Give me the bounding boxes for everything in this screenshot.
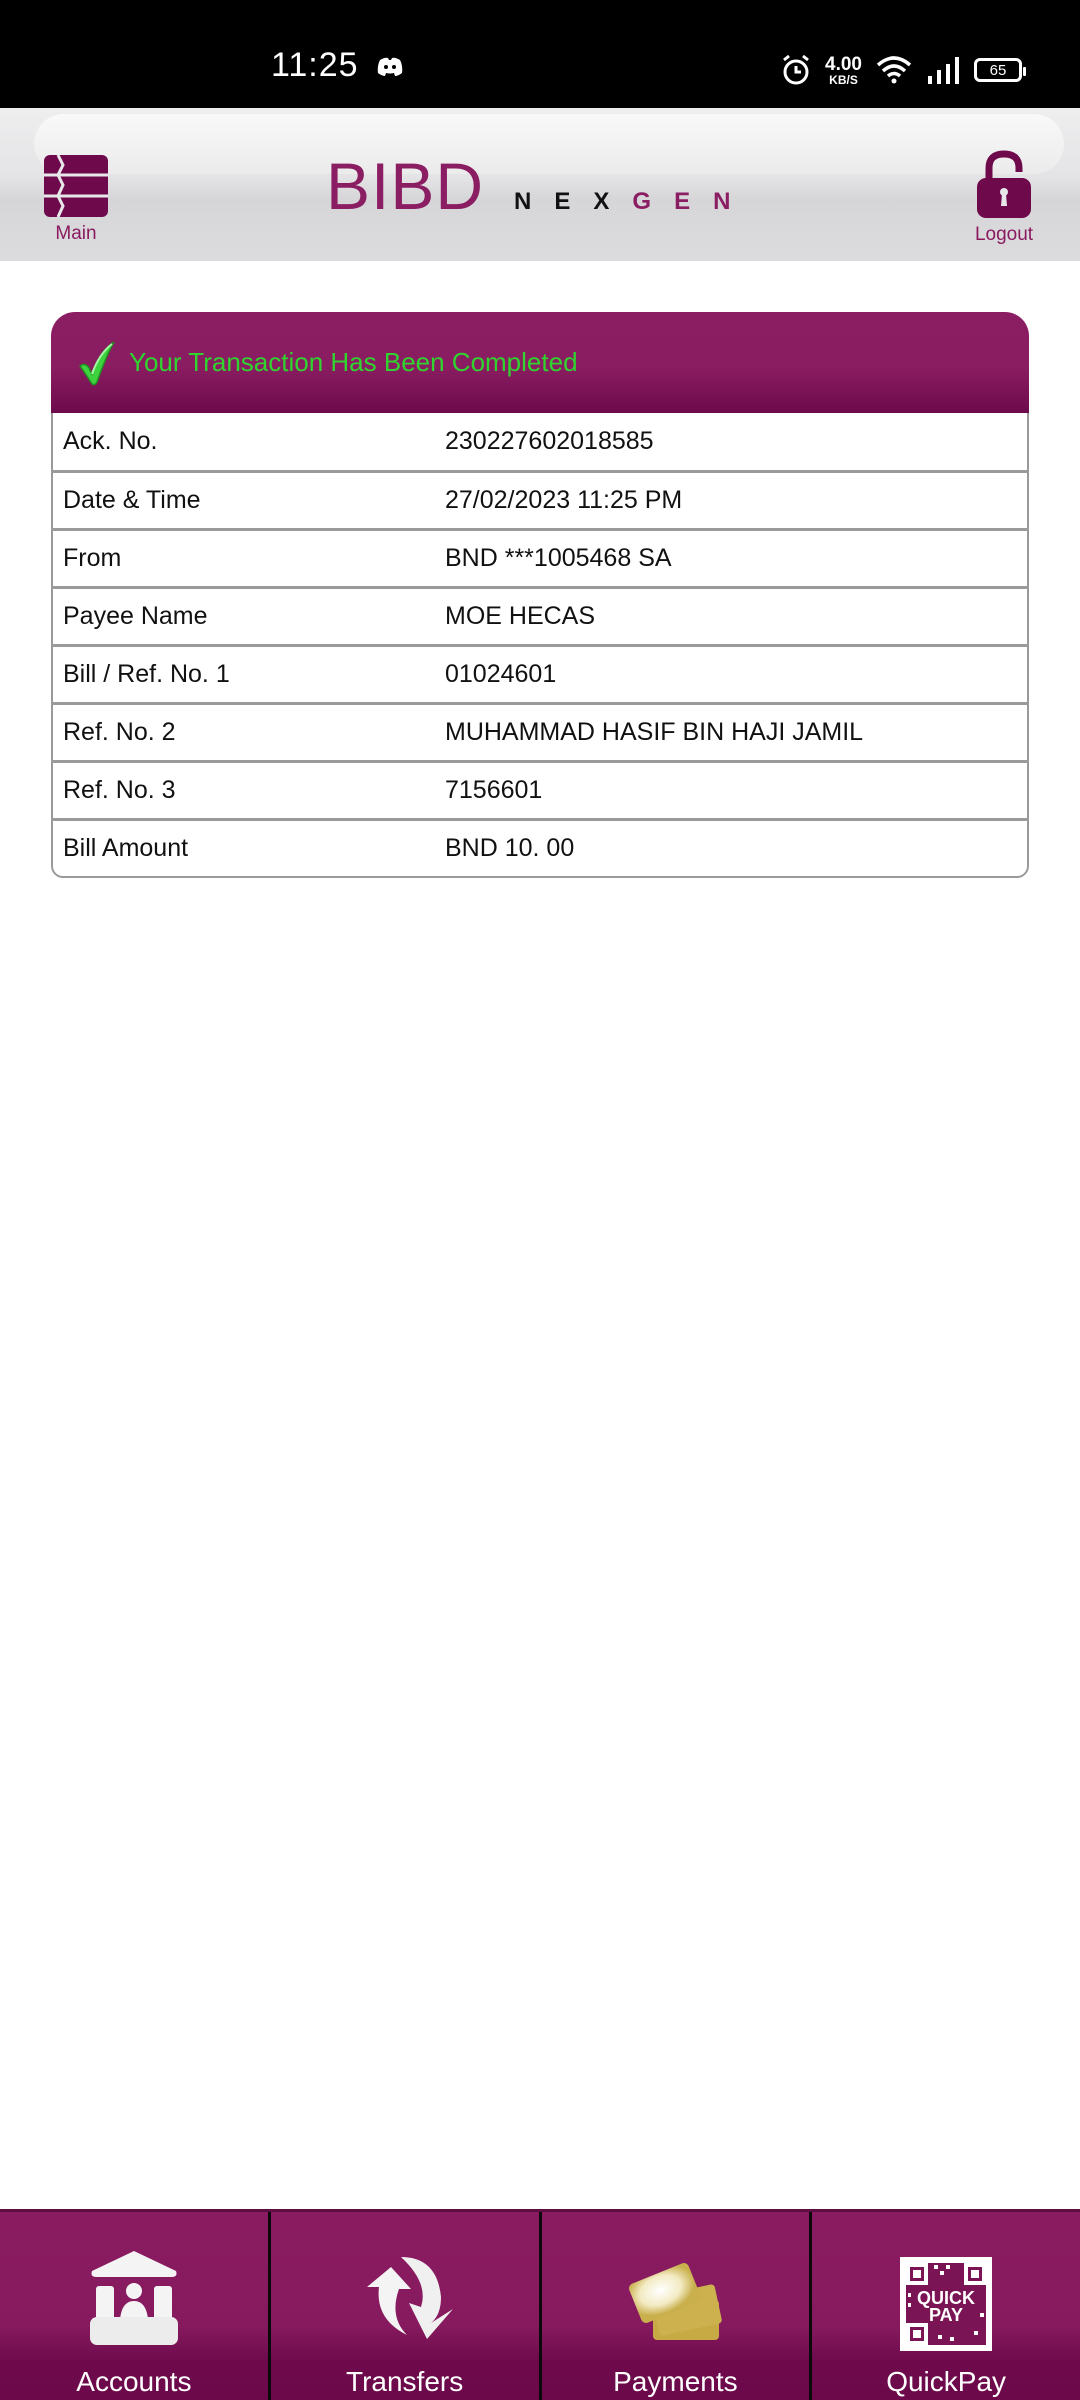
nav-payments[interactable] bbox=[539, 2212, 810, 2400]
table-row bbox=[53, 413, 1027, 470]
row-label: From bbox=[63, 544, 122, 572]
table-row bbox=[53, 702, 1027, 760]
status-bar bbox=[0, 0, 1080, 108]
svg-text:PAY: PAY bbox=[929, 2305, 964, 2325]
row-label: Bill / Ref. No. 1 bbox=[63, 660, 230, 688]
nav-transfers[interactable] bbox=[268, 2212, 539, 2400]
row-value: BND 10. 00 bbox=[445, 834, 575, 862]
table-row bbox=[53, 528, 1027, 586]
qr-quickpay-icon bbox=[900, 2257, 992, 2351]
row-label: Payee Name bbox=[63, 602, 208, 630]
row-value: 01024601 bbox=[445, 660, 557, 688]
row-value: MUHAMMAD HASIF BIN HAJI JAMIL bbox=[445, 718, 864, 746]
row-label: Ref. No. 2 bbox=[63, 718, 176, 746]
cards-icon bbox=[625, 2252, 725, 2344]
signal-icon bbox=[926, 56, 960, 84]
receipt-title: Your Transaction Has Been Completed bbox=[129, 347, 578, 377]
main-label: Main bbox=[55, 223, 97, 244]
table-row bbox=[53, 818, 1027, 876]
transfer-arrows-icon bbox=[353, 2253, 457, 2343]
checkmark-icon bbox=[77, 340, 117, 386]
bank-icon bbox=[88, 2249, 180, 2347]
nav-quickpay[interactable] bbox=[809, 2212, 1080, 2400]
receipt-header bbox=[51, 312, 1029, 413]
svg-text:QUICK: QUICK bbox=[917, 2288, 976, 2308]
row-value: 27/02/2023 11:25 PM bbox=[445, 486, 683, 514]
main-menu-icon bbox=[42, 153, 110, 219]
logout-label: Logout bbox=[974, 224, 1034, 245]
row-value: BND ***1005468 SA bbox=[445, 544, 672, 572]
alarm-icon bbox=[781, 54, 811, 86]
table-row bbox=[53, 760, 1027, 818]
nav-label: QuickPay bbox=[886, 2366, 1007, 2397]
network-speed: 4.00 KB/S bbox=[825, 53, 862, 87]
row-value: 7156601 bbox=[445, 776, 543, 804]
table-row bbox=[53, 470, 1027, 528]
wifi-icon bbox=[876, 55, 912, 85]
logo-bibd: BIBD bbox=[326, 149, 485, 223]
row-value: 230227602018585 bbox=[445, 427, 654, 455]
row-value: MOE HECAS bbox=[445, 602, 596, 630]
nav-label: Accounts bbox=[76, 2366, 192, 2397]
battery-icon: 65 bbox=[974, 58, 1022, 82]
padlock-icon bbox=[974, 150, 1034, 220]
nav-label: Transfers bbox=[346, 2366, 464, 2397]
receipt-table bbox=[51, 413, 1029, 878]
row-label: Bill Amount bbox=[63, 834, 189, 862]
table-row bbox=[53, 586, 1027, 644]
app-header bbox=[0, 108, 1080, 261]
bottom-nav bbox=[0, 2209, 1080, 2400]
status-time: 11:25 bbox=[271, 46, 359, 84]
row-label: Ref. No. 3 bbox=[63, 776, 176, 804]
main-menu-button[interactable] bbox=[40, 153, 112, 245]
nav-label: Payments bbox=[613, 2366, 738, 2397]
logo-nexgen: NEXGEN bbox=[514, 188, 754, 215]
row-label: Date & Time bbox=[63, 486, 201, 514]
table-row bbox=[53, 644, 1027, 702]
status-icons bbox=[781, 50, 1022, 90]
transaction-receipt-card bbox=[51, 312, 1029, 878]
logout-button[interactable] bbox=[964, 150, 1044, 246]
row-label: Ack. No. bbox=[63, 427, 158, 455]
bibd-nexgen-logo bbox=[326, 148, 753, 224]
nav-accounts[interactable] bbox=[0, 2212, 268, 2400]
discord-icon bbox=[376, 56, 404, 78]
